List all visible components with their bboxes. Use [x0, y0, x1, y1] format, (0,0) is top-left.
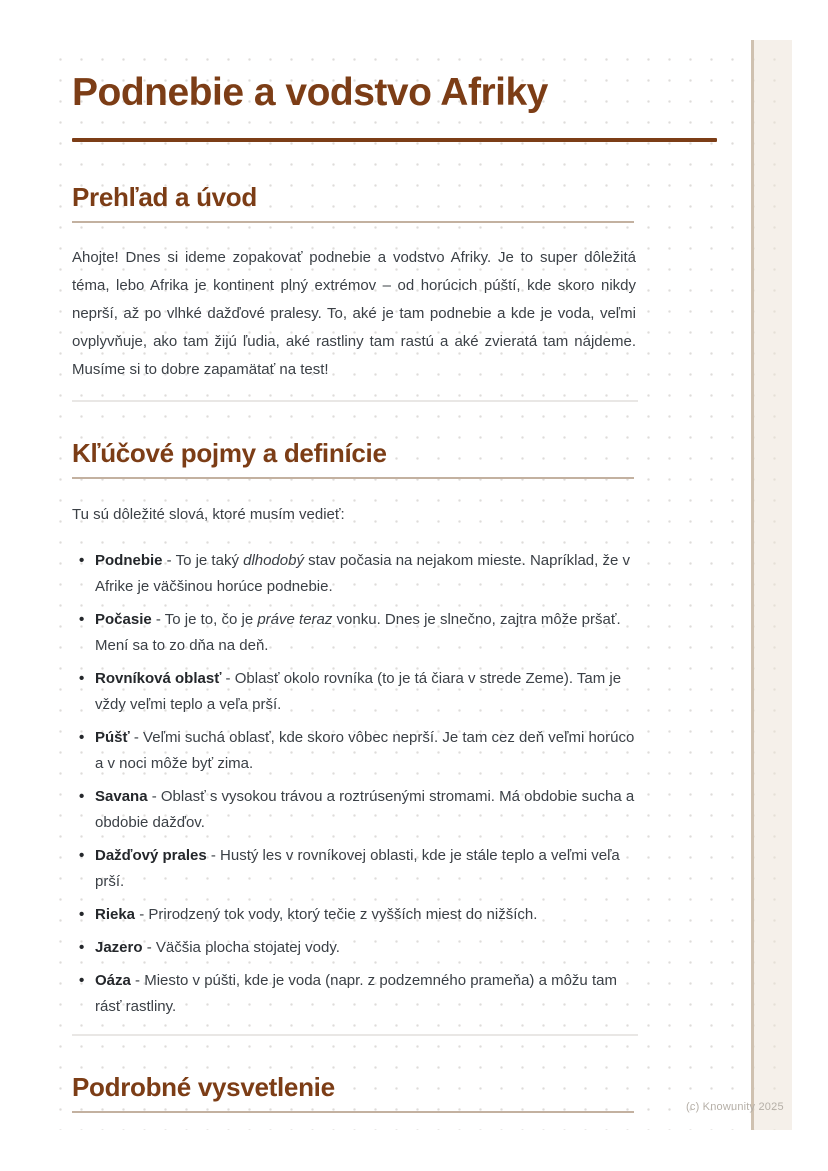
term-label: Púšť — [95, 729, 130, 746]
heading-underline — [72, 1111, 634, 1113]
intro-paragraph: Ahojte! Dnes si ideme zopakovať podnebie a vodstvo Afriky. Je to super dôležitá téma, lebo Afrika je kontinent plný extrémov – od horúcich púští, kde skoro nikdy neprší, až po vlhké dažďové pralesy. To, aké je tam podnebie a kde je voda, veľmi ovplyvňuje, ako tam žijú ľudia, aké rastliny tam rastú a aké zvieratá tam nájdeme. Musíme si to dobre zapamätať na test! — [72, 249, 636, 378]
page-content — [72, 40, 636, 1113]
page-binding-strip — [751, 40, 792, 1130]
heading-underline — [72, 221, 634, 223]
definition-item: • Rieka - Prirodzený tok vody, ktorý tečie z vyšších miest do nižších. — [95, 902, 636, 928]
definition-item: • Dažďový prales - Hustý les v rovníkovej oblasti, kde je stále teplo a veľmi veľa prší. — [95, 843, 636, 895]
term-label: Dažďový prales — [95, 847, 207, 864]
term-label: Oáza — [95, 972, 131, 989]
definition-item: • Podnebie - To je taký dlhodobý stav počasia na nejakom mieste. Napríklad, že v Afrike je väčšinou horúce podnebie. — [95, 548, 636, 600]
definition-item: • Púšť - Veľmi suchá oblasť, kde skoro vôbec neprší. Je tam cez deň veľmi horúco a v noci môže byť zima. — [95, 725, 636, 777]
definition-item: • Jazero - Väčšia plocha stojatej vody. — [95, 935, 636, 961]
term-label: Počasie — [95, 611, 152, 628]
section-heading-intro: Prehľad a úvod — [72, 182, 257, 212]
section-heading-detail: Podrobné vysvetlenie — [72, 1072, 335, 1102]
term-label: Podnebie — [95, 552, 163, 569]
definition-item: • Savana - Oblasť s vysokou trávou a roztrúsenými stromami. Má obdobie sucha a obdobie dažďov. — [95, 784, 636, 836]
watermark-credit: (c) Knowunity 2025 — [686, 1101, 784, 1113]
definition-item: • Oáza - Miesto v púšti, kde je voda (napr. z podzemného prameňa) a môžu tam rásť rastliny. — [95, 968, 636, 1020]
section-divider — [72, 400, 638, 402]
term-label: Rieka — [95, 906, 136, 923]
term-label: Savana — [95, 788, 148, 805]
definition-item: • Počasie - To je to, čo je práve teraz vonku. Dnes je slnečno, zajtra môže pršať. Mení sa to zo dňa na deň. — [95, 607, 636, 659]
terms-lead-line: Tu sú dôležité slová, ktoré musím vedieť: — [72, 506, 345, 523]
notebook-page — [45, 40, 792, 1130]
emphasized-text: práve teraz — [257, 611, 333, 628]
title-underline — [72, 138, 717, 142]
emphasized-text: dlhodobý — [243, 552, 304, 569]
heading-underline — [72, 477, 634, 479]
term-label: Jazero — [95, 939, 143, 956]
term-label: Rovníková oblasť — [95, 670, 222, 687]
section-heading-terms: Kľúčové pojmy a definície — [72, 438, 387, 468]
page-title: Podnebie a vodstvo Afriky — [72, 71, 548, 114]
definition-item: • Rovníková oblasť - Oblasť okolo rovníka (to je tá čiara v strede Zeme). Tam je vždy veľmi teplo a veľa prší. — [95, 666, 636, 718]
definitions-list — [72, 548, 636, 1020]
section-divider — [72, 1034, 638, 1036]
